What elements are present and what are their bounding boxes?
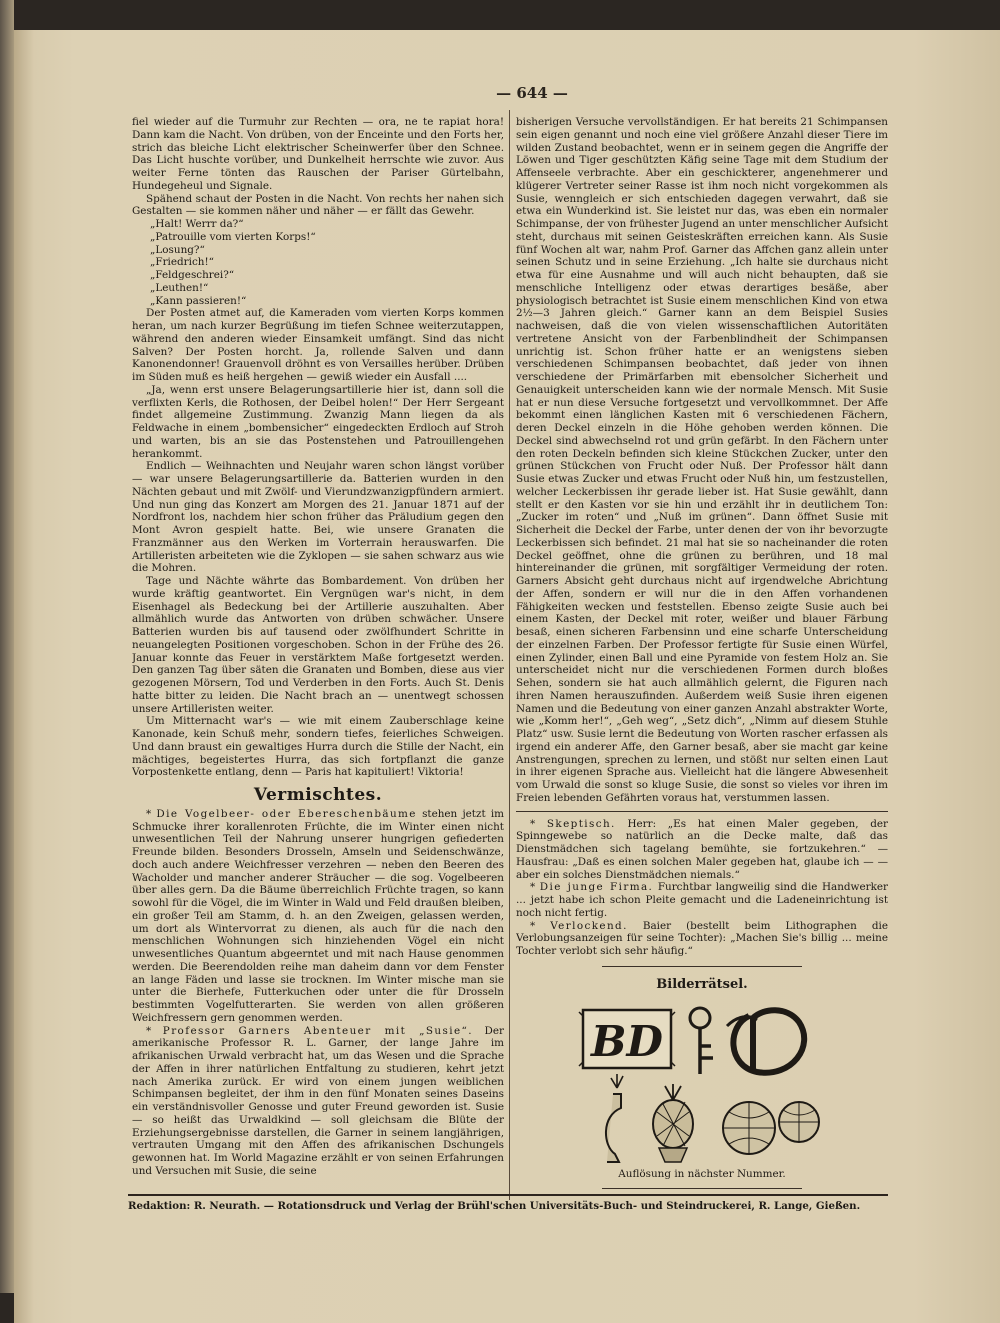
intro-paragraph-1: fiel wieder auf die Turmuhr zur Rechten — ora, ne te rapiat hora! Dann kam die Nacht. Von drüben, von der Enceinte und den Forts her, strich das bleiche Licht elektrischer Scheinwerfer über den Schnee. Das Licht huschte vorüber, und Dunkelheit herrschte wie zuvor. Aus weiter Ferne tönten das Rauschen der Pariser Gürtelbahn, Hundegeheul und Signale. <box>132 116 504 192</box>
story-paragraph-1: Der Posten atmet auf, die Kameraden vom vierten Korps kommen heran, um nach kurzer Begrüßung im tiefen Schnee weiterzutappen, während den anderen wieder Einsamkeit umfängt. Sind das nicht Salven? Der Posten horcht. Ja, rollende Salven und dann Kanonendonner! Grauenvoll dröhnt es von Versailles herüber. Drüben im Süden muß es heiß hergehen — gewiß wieder ein Ausfall .... <box>132 307 504 383</box>
puzzle-solution-note: Auflösung in nächster Nummer. <box>618 1167 786 1180</box>
susie-continued: bisherigen Versuche vervollständigen. Er hat bereits 21 Schimpansen sein eigen genannt und noch eine viel größere Anzahl dieser Tiere im wilden Zustand beobachtet, wenn er in seinem gegen die Angriffe der Löwen und Tiger geschützten Käfig seine Tage mit dem Studium der Affenseele verbrachte. Aber ein geschickterer, angenehmerer und klügerer Vertreter seiner Rasse ist ihm noch nicht vorgekommen als Susie, wenngleich er sich entschieden dagegen verwahrt, daß sie etwa ein Wunderkind ist. Sie leistet nur das, was eben ein normaler Schimpanse, der von frühester Jugend an unter menschlicher Aufsicht steht, durchaus mit seinen Geisteskräften erreichen kann. Als Susie fünf Wochen alt war, nahm Prof. Garner das Affchen ganz allein unter seinen Schutz und in seine Erziehung. „Ich halte sie durchaus nicht etwa für eine Ausnahme und will auch nicht behaupten, daß sie menschliche Intelligenz oder etwas derartiges besäße, aber physiologisch betrachtet ist Susie einem menschlichen Kind von etwa 2½—3 Jahren gleich.“ Garner kann an dem Beispiel Susies nachweisen, daß die von vielen wissenschaftlichen Autoritäten vertretene Ansicht von der Farbenblindheit der Schimpansen unrichtig ist. Schon früher hatte er an wenigstens sieben verschiedenen Schimpansen beobachtet, daß jeder von ihnen verschiedene der Primärfarben mit ebensolcher Sicherheit und Genauigkeit unterscheiden kann wie der normale Mensch. Mit Susie hat er nun diese Versuche fortgesetzt und vervollkommnet. Der Affe bekommt einen länglichen Kasten mit 6 verschiedenen Fächern, deren Deckel einzeln in die Höhe gehoben werden können. Die Deckel sind abwechselnd rot und grün gefärbt. In den Fächern unter den roten Deckeln befinden sich kleine Stückchen Zucker, unter den grünen Stückchen von Frucht oder Nuß. Der Professor hält dann Susie etwas Zucker und etwas Frucht oder Nuß hin, um festzustellen, welcher Leckerbissen ihr gerade lieber ist. Hat Susie gewählt, dann stellt er den Kasten vor sie hin und erzählt ihr in deutlichem Ton: „Zucker im roten“ und „Nuß im grünen“. Dann öffnet Susie mit Sicherheit die Deckel der Farbe, unter denen der von ihr bevorzugte Leckerbissen sich befindet. 21 mal hat sie so nacheinander die roten Deckel geöffnet, ohne die grünen zu berühren, und 18 mal hintereinander die grünen, mit sorgfältiger Vermeidung der roten. Garners Absicht geht durchaus nicht auf irgendwelche Abrichtung der Affen, sondern er will nur die in den Affen vorhandenen Fähigkeiten wecken und feststellen. Ebenso zeigte Susie auch bei einem Kasten, der Deckel mit roter, weißer und blauer Färbung besaß, einen sicheren Farbensinn und eine scharfe Unterscheidung der einzelnen Farben. Der Professor fertigte für Susie einen Würfel, einen Zylinder, einen Ball und eine Pyramide von festem Holz an. Sie unterscheidet nicht nur die verschiedenen Formen durch bloßes Sehen, sondern sie hat auch allmählich gelernt, die Figuren nach ihren Namen herauszufinden. Außerdem weiß Susie ihren eigenen Namen und die Bedeutung von einer ganzen Anzahl abstrakter Worte, wie „Komm her!“, „Geh weg“, „Setz dich“, „Nimm auf diesem Stuhle Platz“ usw. Susie lernt die Bedeutung von Worten rascher erfassen als irgend ein anderer Affe, den Garner besaß, aber sie macht gar keine Anstrengungen, sprechen zu lernen, und stößt nur selten einen Laut in ihrer eigenen Sprache aus. Vielleicht hat die längere Abwesenheit vom Urwald die sonst so kluge Susie, die sonst so vieles vor ihren im Freien lebenden Gefährten voraus hat, verstummen lassen. <box>516 116 888 804</box>
misc-item-1: * Die Vogelbeer- oder Ebereschenbäume stehen jetzt im Schmucke ihrer korallenroten Früchte, die im Winter einen nicht unwesentlichen Teil der Nahrung unserer hungrigen gefiederten Freunde bilden. Besonders Drosseln, Amseln und Seidenschwänze, doch auch andere Weichfresser verzehren — neben den Beeren des Wacholder und mancher anderer Sträucher — die sog. Vogelbeeren über alles gern. Da die Bäume überreichlich Früchte tragen, so kann sowohl für die Vögel, die im Winter in Wald und Feld draußen bleiben, ein großer Teil am Stamm, d. h. an den Zweigen, gelassen werden, um dort als Wintervorrat zu dienen, als auch für die nach den menschlichen Wohnungen sich hinziehenden Vögel ein nicht unwesentliches Quantum abgeerntet und mit nach Hause genommen werden. Die Beerendolden reihe man daheim dann vor dem Fenster an lange Fäden und lasse sie trocknen. Im Winter mische man sie unter die Bierhefe, Futterkuchen oder unter die für Drosseln bestimmten Vogelfutterarten. Sie werden von allen größeren Weichfressern gern genommen werden. <box>132 807 504 1024</box>
dialog-line-3: „Losung?“ <box>150 243 205 256</box>
imprint-footer: Redaktion: R. Neurath. — Rotationsdruck und Verlag der Brühl'schen Universitäts-Buch- und Steindruckerei, R. Lange, Gießen. <box>128 1200 861 1212</box>
joke-3-text: Baier (bestellt beim Lithographen die Verlobungsanzeigen für seine Tochter): „Machen Sie's billig ... meine Tochter verlobt sich sehr häufig.“ <box>516 919 888 957</box>
footer-rule <box>128 1194 888 1196</box>
solution-rule <box>602 1188 802 1189</box>
puzzle-sign-icon <box>579 1010 675 1068</box>
scan-edge <box>0 0 14 1293</box>
joke-2-text: Furchtbar langweilig sind die Handwerker ... jetzt habe ich schon Pleite gemacht und die Ladeneinrichtung ist noch nicht fertig. <box>516 881 888 919</box>
joke-1: * Skeptisch. Herr: „Es hat einen Maler gegeben, der Spinngewebe so natürlich an die Decke malte, daß das Dienstmädchen sich tagelang bemühte, sie fortzukehren.“ — Hausfrau: „Daß es einen solchen Maler gegeben hat, glaube ich — — aber ein solches Dienstmädchen niemals.“ <box>516 817 888 881</box>
column-divider <box>509 110 510 1200</box>
joke-1-text: Herr: „Es hat einen Maler gegeben, der Spinngewebe so natürlich an die Decke malte, daß das Dienstmädchen sich tagelang bemühte, sie fortzukehren.“ — Hausfrau: „Daß es einen solchen Maler gegeben hat, glaube ich — — aber ein solches Dienstmädchen niemals.“ <box>516 817 888 881</box>
left-column <box>132 116 504 1194</box>
misc-item-2: * Professor Garners Abenteuer mit „Susie“. Der amerikanische Professor R. L. Garner, der lange Jahre im afrikanischen Urwald verbracht hat, um das Wesen und die Sprache der Affen in ihrer natürlichen Entfaltung zu studieren, kehrt jetzt nach Amerika zurück. Er wird von einem jungen weiblichen Schimpansen begleitet, der ihm in den fünf Monaten seines Daseins ein verständnisvoller Genosse und guter Freund geworden ist. Susie — so heißt das Urwaldkind — soll gleichsam die Blüte der Erziehungsergebnisse darstellen, die Garner in seinem langjährigen, vertrauten Umgang mit den Affen des afrikanischen Dschungels gewonnen hat. Im World Magazine erzählt er von seinen Erfahrungen und Versuchen mit Susie, die seine <box>132 1024 504 1177</box>
dialog-line-6: „Leuthen!“ <box>150 281 209 294</box>
puzzle-letters: BD <box>591 1016 663 1066</box>
page-number: — 644 — <box>496 84 568 102</box>
dialog-line-7: „Kann passieren!“ <box>150 294 247 307</box>
puzzle-vase-icon <box>606 1074 623 1162</box>
dialog-line-2: „Patrouille vom vierten Korps!“ <box>150 230 316 243</box>
misc-item-1-title: Die Vogelbeer- oder Ebereschenbäume <box>156 807 417 820</box>
puzzle-letter-d-icon <box>727 1010 804 1072</box>
puzzle-title: Bilderrätsel. <box>656 976 748 992</box>
story-paragraph-3: Endlich — Weihnachten und Neujahr waren schon längst vorüber — war unsere Belagerungsartillerie da. Batterien wurden in den Nächten gebaut und mit Zwölf- und Vierundzwanzigpfündern armiert. Und nun ging das Konzert am Morgen des 21. Januar 1871 auf der Nordfront los, nachdem hier schon früher das Präludium gegen den Mont Avron gespielt hatte. Bei, wie unsere Granaten die Franzmänner aus den Werken im Vorterrain herauswarfen. Die Artilleristen arbeiteten wie die Zyklopen — sie sahen schwarz aus wie die Mohren. <box>132 460 504 575</box>
dialog-line-1: „Halt! Werrr da?“ <box>150 218 244 230</box>
misc-item-2-text: Der amerikanische Professor R. L. Garner, der lange Jahre im afrikanischen Urwald verbracht hat, um das Wesen und die Sprache der Affen in ihrer natürlichen Entfaltung zu studieren, kehrt jetzt nach Amerika zurück. Er wird von einem jungen weiblichen Schimpansen begleitet, der ihm in den fünf Monaten seines Daseins ein verständnisvoller Genosse und guter Freund geworden ist. Susie — so heißt das Urwaldkind — soll gleichsam die Blüte der Erziehungsergebnisse darstellen, die Garner in seinem langjährigen, vertrauten Umgang mit den Affen des afrikanischen Dschungels gewonnen hat. Im World Magazine erzählt er von seinen Erfahrungen und Versuchen mit Susie, die seine <box>132 1024 504 1177</box>
dialog-line-5: „Feldgeschrei?“ <box>150 269 235 281</box>
right-column <box>516 116 888 1194</box>
puzzle-pineapple-icon <box>653 1084 693 1162</box>
joke-2: * Die junge Firma. Furchtbar langweilig sind die Handwerker ... jetzt habe ich schon Pleite gemacht und die Ladeneinrichtung ist noch nicht fertig. <box>516 881 888 919</box>
section-heading: Vermischtes. <box>253 785 383 805</box>
joke-3: * Verlockend. Baier (bestellt beim Lithographen die Verlobungsanzeigen für seine Tochter): „Machen Sie's billig ... meine Tochter verlobt sich sehr häufig.“ <box>516 919 888 957</box>
intro-paragraph-2: Spähend schaut der Posten in die Nacht. Von rechts her nahen sich Gestalten — sie kommen näher und näher — er fällt das Gewehr. <box>132 192 504 218</box>
story-paragraph-2: „Ja, wenn erst unsere Belagerungsartillerie hier ist, dann soll die verflixten Kerls, die Rothosen, der Deibel holen!“ Der Herr Sergeant findet allgemeine Zustimmung. Zwanzig Mann liegen da als Feldwache in einem „bombensicher“ eingedeckten Erdloch auf Stroh und warten, bis an sie das Postenstehen und Patrouillengehen herankommt. <box>132 383 504 460</box>
joke-2-title: Die junge Firma. <box>539 881 654 894</box>
story-paragraph-5: Um Mitternacht war's — wie mit einem Zauberschlage keine Kanonade, kein Schuß mehr, sondern tiefes, feierliches Schweigen. Und dann braust ein gewaltiges Hurra durch die Stille der Nacht, ein mächtiges, begeistertes Hurra, das sich fortpflanzt die ganze Vorpostenkette entlang, denn — Paris hat kapituliert! Viktoria! <box>132 715 504 779</box>
misc-item-2-title: Professor Garners Abenteuer mit „Susie“. <box>162 1024 473 1037</box>
joke-1-title: Skeptisch. <box>546 817 616 830</box>
puzzle-key-icon <box>690 1008 713 1074</box>
joke-3-title: Verlockend. <box>550 919 628 932</box>
section-rule <box>516 811 888 812</box>
dialog-line-4: „Friedrich!“ <box>150 256 214 269</box>
misc-item-1-text: stehen jetzt im Schmucke ihrer korallenroten Früchte, die im Winter einen nicht unwesentlichen Teil der Nahrung unserer hungrigen gefiederten Freunde bilden. Besonders Drosseln, Amseln und Seidenschwänze, doch auch andere Weichfresser verzehren — neben den Beeren des Wacholder und mancher anderer Sträucher — die sog. Vogelbeeren über alles gern. Da die Bäume überreichlich Früchte tragen, so kann sowohl für die Vögel, die im Winter in Wald und Feld draußen bleiben, ein großer Teil am Stamm, d. h. an den Zweigen, gelassen werden, um dort als Wintervorrat zu dienen, als auch für die nach den menschlichen Wohnungen sich hinziehenden Vögel ein nicht unwesentliches Quantum abgeerntet und mit nach Hause genommen werden. Die Beerendolden reihe man daheim dann vor dem Fenster an lange Fäden und lasse sie trocknen. Im Winter mische man sie unter die Bierhefe, Futterkuchen oder unter die für Drosseln bestimmten Vogelfutterarten. Sie werden von allen größeren Weichfressern gern genommen werden. <box>132 807 504 1024</box>
dialog-block <box>132 218 504 307</box>
puzzle-rule <box>602 966 802 967</box>
picture-puzzle-image <box>577 996 827 1166</box>
puzzle-globe-icon <box>723 1102 819 1154</box>
story-paragraph-4: Tage und Nächte währte das Bombardement. Von drüben her wurde kräftig geantwortet. Ein Vergnügen war's nicht, in dem Eisenhagel als Bedeckung bei der Artillerie auszuhalten. Aber allmählich wurde das Antworten von drüben schwächer. Unsere Batterien wurden bis auf tausend oder zwölfhundert Schritte in neuangelegten Positionen vorgeschoben. Schon in der Frühe des 26. Januar konnte das Feuer in verstärktem Maße fortgesetzt werden. Den ganzen Tag über säten die Granaten und Bomben, diese aus vier gezogenen Mörsern, Tod und Verderben in den Forts. Auch St. Denis hatte bitter zu leiden. Die Nacht brach an — unentwegt schossen unsere Artilleristen weiter. <box>132 575 504 715</box>
